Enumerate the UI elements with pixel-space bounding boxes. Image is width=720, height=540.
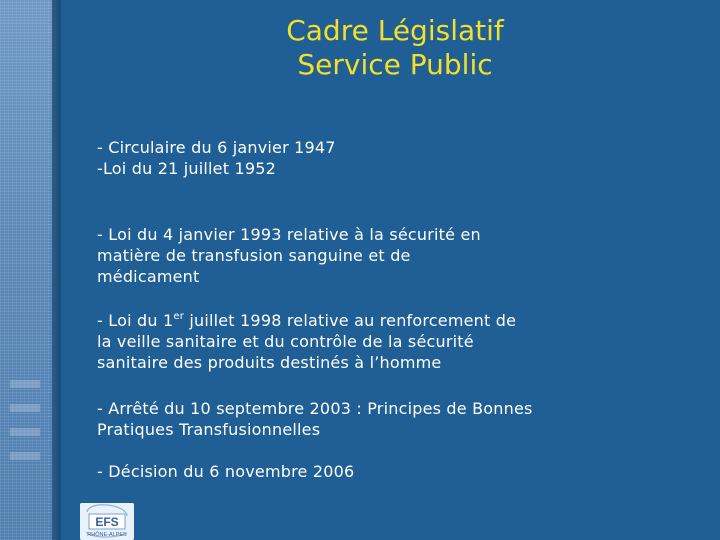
- logo-subtitle: RHÔNE-ALPES: [87, 532, 127, 538]
- legal-item-5: [97, 461, 657, 482]
- item-line: - Circulaire du 6 janvier 1947: [97, 138, 336, 157]
- title-line-1: Cadre Législatif: [286, 14, 504, 47]
- item-line: médicament: [97, 267, 200, 286]
- legal-item-4: [97, 398, 657, 440]
- efs-logo: [80, 503, 134, 540]
- item-line: - Arrêté du 10 septembre 2003 : Principes de Bonnes: [97, 399, 533, 418]
- logo-text: EFS: [95, 515, 119, 529]
- legal-item-2: [97, 224, 657, 287]
- band-mark: [10, 404, 40, 412]
- superscript: er: [173, 311, 185, 322]
- item-line: - Décision du 6 novembre 2006: [97, 462, 355, 481]
- item-line: matière de transfusion sanguine et de: [97, 246, 411, 265]
- slide-title: [150, 14, 640, 82]
- item-line: -Loi du 21 juillet 1952: [97, 159, 276, 178]
- item-line: - Loi du 4 janvier 1993 relative à la sécurité en: [97, 225, 481, 244]
- legal-item-1: [97, 137, 657, 179]
- left-decorative-band: [0, 0, 52, 540]
- legal-item-3: [97, 310, 657, 373]
- efs-logo-mark: [80, 503, 134, 540]
- band-mark: [10, 380, 40, 388]
- left-band-shadow: [52, 0, 61, 540]
- title-line-2: Service Public: [297, 48, 493, 81]
- item-line: [97, 310, 657, 331]
- item-line: sanitaire des produits destinés à l’homme: [97, 353, 442, 372]
- item-text: juillet 1998 relative au renforcement de: [184, 311, 517, 330]
- item-text: - Loi du 1: [97, 311, 174, 330]
- band-mark: [10, 428, 40, 436]
- item-line: la veille sanitaire et du contrôle de la sécurité: [97, 332, 474, 351]
- band-mark: [10, 452, 40, 460]
- item-line: Pratiques Transfusionnelles: [97, 420, 321, 439]
